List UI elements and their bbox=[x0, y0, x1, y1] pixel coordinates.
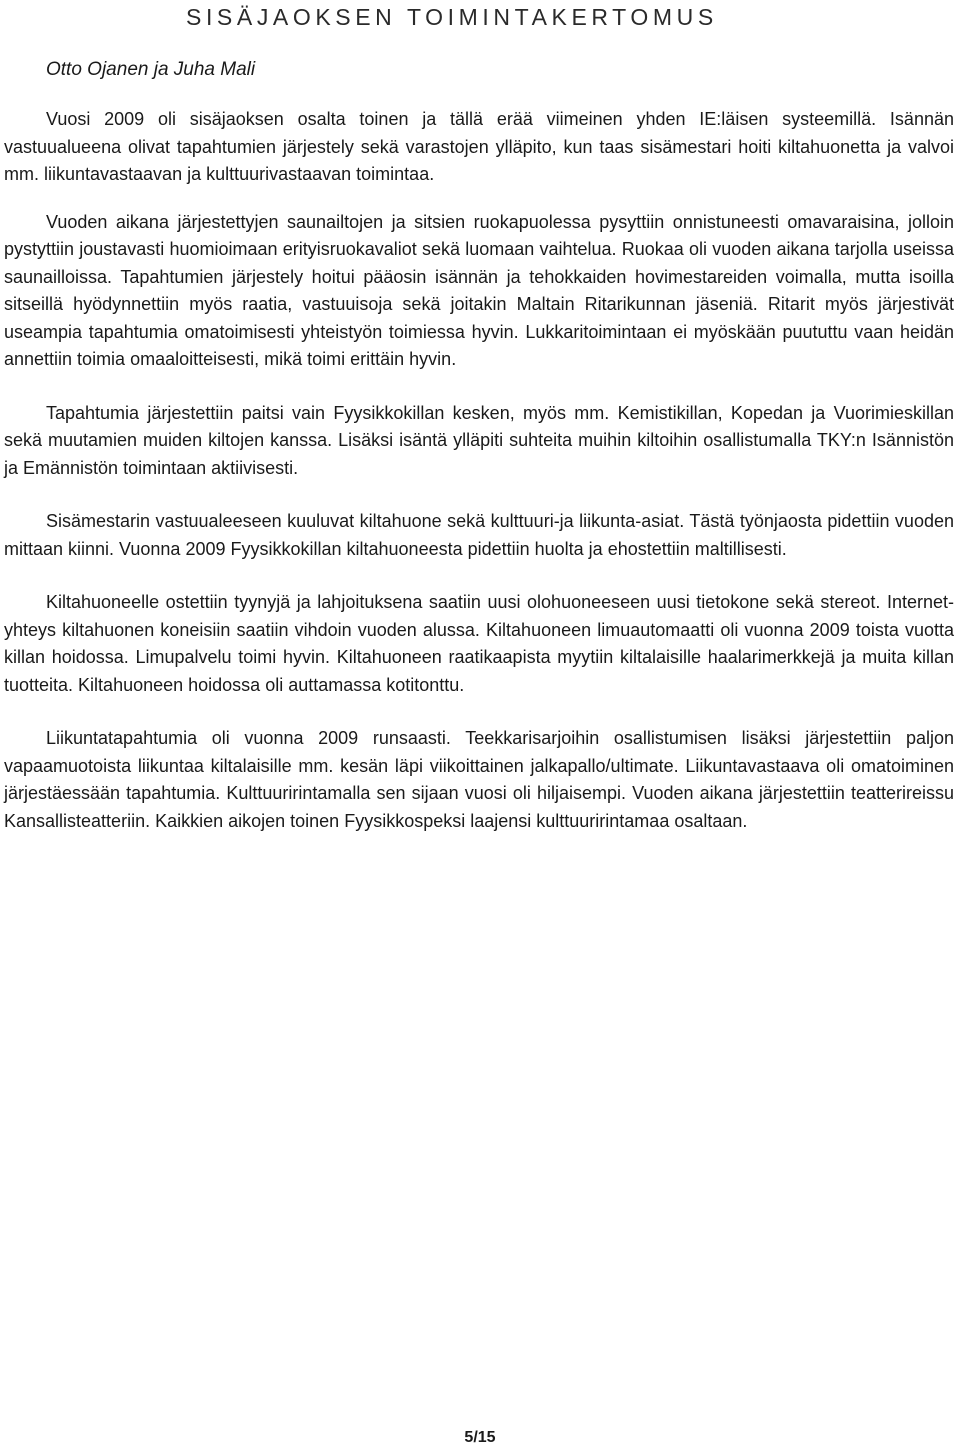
paragraph-kiltahuone: Kiltahuoneelle ostettiin tyynyjä ja lahjoituksena saatiin uusi olohuoneeseen uusi tietokone sekä stereot. Internet-yhteys kiltahuonen koneisiin saatiin vihdoin vuoden alussa. Kiltahuoneen limuautomaatti oli vuonna 2009 toista vuotta killan hoidossa. Limupalvelu toimi hyvin. Kiltahuoneen raatikaapista myytiin kiltalaisille haalarimerkkejä ja muita killan tuotteita. Kiltahuoneen hoidossa oli auttamassa kotitonttu. bbox=[4, 592, 954, 695]
page-number: 5/15 bbox=[464, 1429, 496, 1446]
paragraph-events: Vuoden aikana järjestettyjen saunailtojen ja sitsien ruokapuolessa pysyttiin onnistuneesti omavaraisina, jolloin pystyttiin joustavasti huomioimaan erityisruokavaliot sekä luomaan vaihtelua. Ruokaa oli vuoden aikana tarjolla useissa saunailloissa. Tapahtumien järjestely hoitui pääosin isännän ja tehokkaiden hovimestareiden voimalla, mutta isoilla sitseillä hyödynnettiin myös raatia, vastuuisoja sekä joitakin Maltain Ritarikunnan jäseniä. Ritarit myös järjestivät useampia tapahtumia omatoimisesti yhteistyön toimiessa hyvin. Lukkaritoimintaan ei myöskään puututtu vaan heidän annettiin toimia omaaloitteisesti, mikä toimi erittäin hyvin. bbox=[4, 211, 954, 369]
body-text bbox=[4, 106, 954, 861]
paragraph-liikunta: Liikuntatapahtumia oli vuonna 2009 runsaasti. Teekkarisarjoihin osallistumisen lisäksi järjestettiin paljon vapaamuotoista liikuntaa kiltalaisille mm. kesän läpi viikoittainen jalkapallo/ultimate. Liikuntavastaava oli omatoiminen järjestäessään tapahtumia. Kulttuuririntamalla sen sijaan vuosi oli hiljaisempi. Vuoden aikana järjestettiin teatterireissu Kansallisteatteriin. Kaikkien aikojen toinen Fyysikkospeksi laajensi kulttuuririntamaa osaltaan. bbox=[4, 728, 954, 831]
authors-line: Otto Ojanen ja Juha Mali bbox=[46, 59, 256, 80]
paragraph-cooperation: Tapahtumia järjestettiin paitsi vain Fyysikkokillan kesken, myös mm. Kemistikillan, Kopedan ja Vuorimieskillan sekä muutamien muiden kiltojen kanssa. Lisäksi isäntä ylläpiti suhteita muihin kiltoihin osallistumalla TKY:n Isännistön ja Emännistön toimintaan aktiivisesti. bbox=[4, 402, 954, 478]
document-title: SISÄJAOKSEN TOIMINTAKERTOMUS bbox=[186, 4, 718, 30]
paragraph-sisamestari: Sisämestarin vastuualeeseen kuuluvat kiltahuone sekä kulttuuri-ja liikunta-asiat. Tästä työnjaosta pidettiin vuoden mittaan kiinni. Vuonna 2009 Fyysikkokillan kiltahuoneesta pidettiin huolta ja ehostettiin maltillisesti. bbox=[4, 511, 954, 559]
paragraph-intro: Vuosi 2009 oli sisäjaoksen osalta toinen ja tällä erää viimeinen yhden IE:läisen systeemillä. Isännän vastuualueena olivat tapahtumien järjestely sekä varastojen ylläpito, kun taas sisämestari hoiti kiltahuonetta ja valvoi mm. liikuntavastaavan ja kulttuurivastaavan toimintaa. bbox=[4, 109, 954, 184]
